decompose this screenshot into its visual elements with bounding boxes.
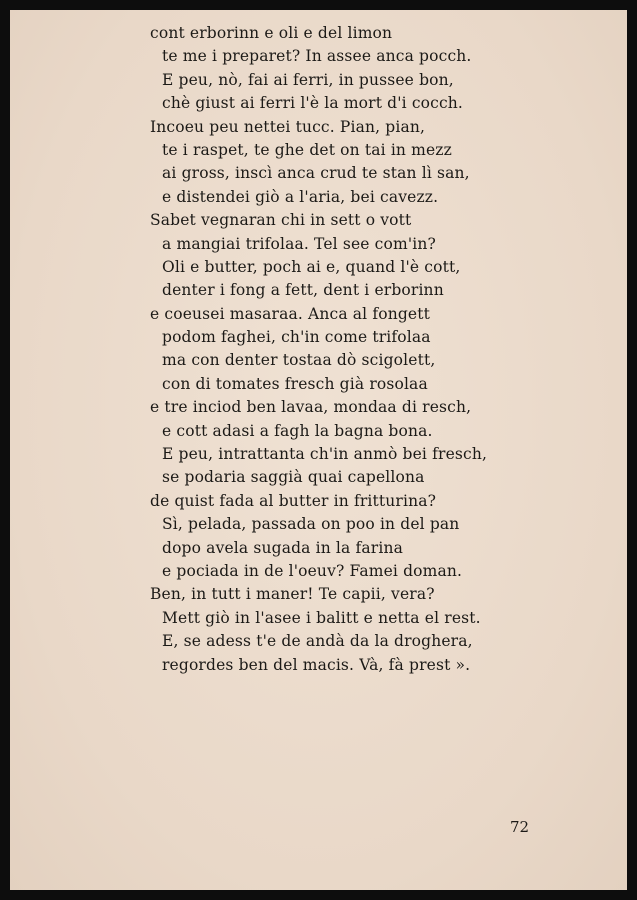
poem-line: ai gross, inscì anca crud te stan lì san, xyxy=(162,164,470,183)
poem-line: E peu, intrattanta ch'in anmò bei fresch, xyxy=(162,445,488,464)
poem-line: Oli e butter, poch ai e, quand l'è cott, xyxy=(162,257,461,276)
poem-line: e tre inciod ben lavaa, mondaa di resch, xyxy=(150,398,472,417)
poem-line: e pociada in de l'oeuv? Famei doman. xyxy=(162,561,463,580)
poem-line: cont erborinn e oli e del limon xyxy=(150,24,393,42)
poem-line: Mett giò in l'asee i balitt e netta el rest. xyxy=(162,608,481,627)
poem-line: Ben, in tutt i maner! Te capii, vera? xyxy=(150,585,435,604)
poem-line: e distendei giò a l'aria, bei cavezz. xyxy=(162,187,439,206)
poem-line: e cott adasi a fagh la bagna bona. xyxy=(162,421,433,440)
poem-line: E peu, nò, fai ai ferri, in pussee bon, xyxy=(162,70,454,89)
poem-line: con di tomates fresch già rosolaa xyxy=(162,374,428,393)
poem-line: E, se adess t'e de andà da la droghera, xyxy=(162,632,473,651)
poem-line: chè giust ai ferri l'è la mort d'i cocch. xyxy=(162,94,464,113)
poem-text xyxy=(150,22,487,677)
poem-line: se podaria saggià quai capellona xyxy=(162,468,425,487)
poem-line: denter i fong a fett, dent i erborinn xyxy=(162,281,444,300)
poem-line: te i raspet, te ghe det on tai in mezz xyxy=(162,140,452,159)
poem-line: ma con denter tostaa dò scigolett, xyxy=(162,351,436,370)
poem-line: podom faghei, ch'in come trifolaa xyxy=(162,328,431,347)
poem-line: dopo avela sugada in la farina xyxy=(162,538,403,557)
poem-line: Sabet vegnaran chi in sett o vott xyxy=(150,211,412,230)
page-number: 72 xyxy=(510,818,530,836)
poem-line: Sì, pelada, passada on poo in del pan xyxy=(162,515,460,534)
poem-line: de quist fada al butter in fritturina? xyxy=(150,491,437,510)
poem-line: e coeusei masaraa. Anca al fongett xyxy=(150,304,431,323)
poem-line: te me i preparet? In assee anca pocch. xyxy=(162,47,472,66)
poem-line: regordes ben del macis. Và, fà prest ». xyxy=(162,655,471,674)
poem-line: Incoeu peu nettei tucc. Pian, pian, xyxy=(150,117,426,136)
book-page xyxy=(10,10,627,890)
poem-line: a mangiai trifolaa. Tel see com'in? xyxy=(162,234,436,253)
